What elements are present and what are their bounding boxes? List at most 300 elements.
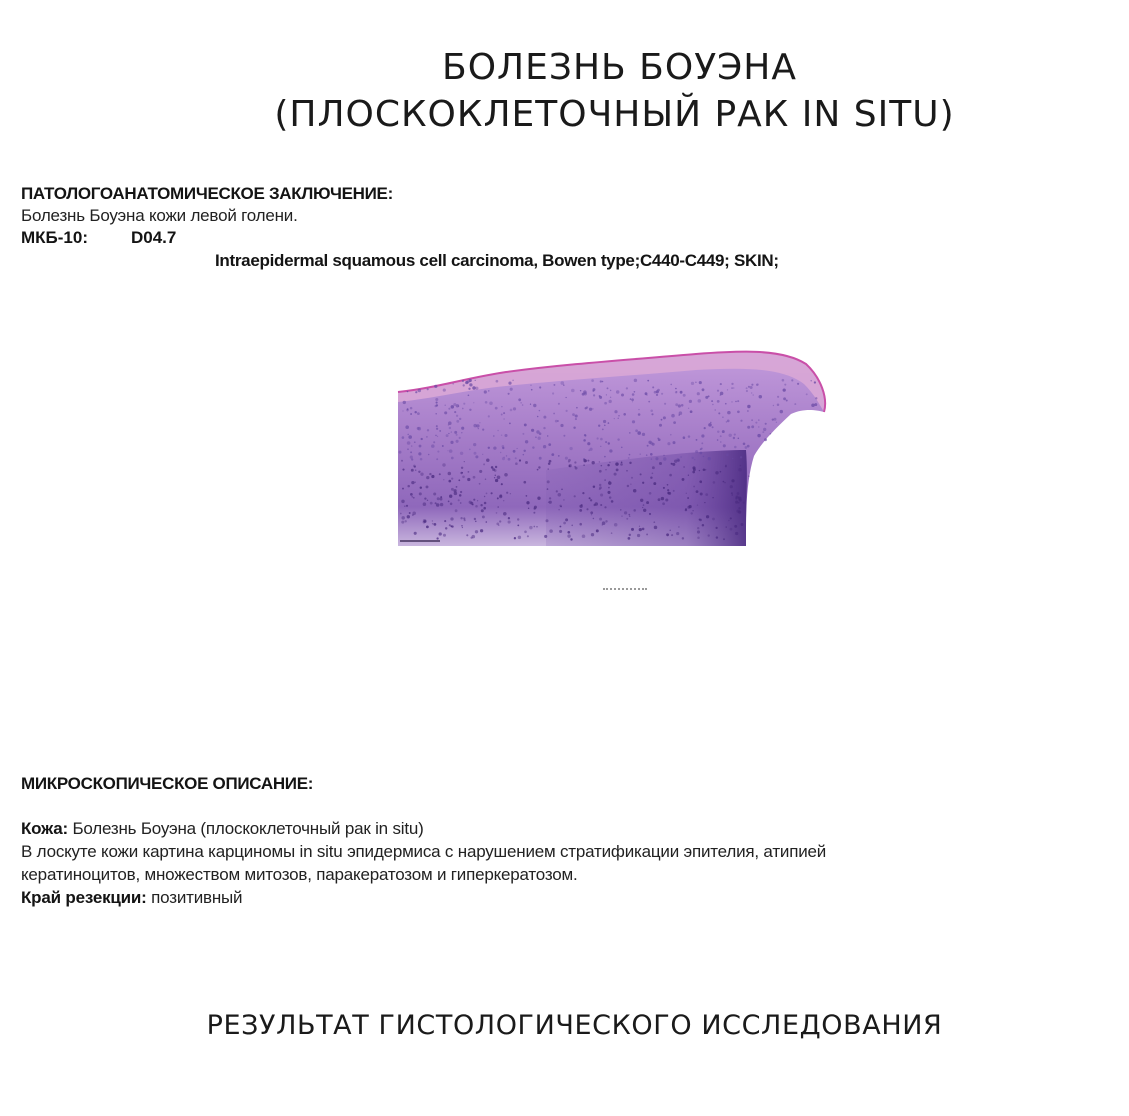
cell-nucleus (600, 504, 602, 506)
cell-nucleus (658, 498, 661, 501)
cell-nucleus (587, 460, 589, 462)
cell-nucleus (713, 481, 716, 484)
cell-nucleus (730, 485, 733, 488)
cell-nucleus (567, 531, 570, 534)
cell-nucleus (491, 492, 493, 494)
cell-nucleus (543, 427, 545, 429)
cell-nucleus (439, 473, 441, 475)
cell-nucleus (436, 425, 438, 427)
cell-nucleus (599, 488, 601, 490)
cell-nucleus (706, 515, 709, 518)
icd-code: D04.7 (131, 228, 177, 247)
cell-nucleus (503, 500, 504, 501)
cell-nucleus (466, 380, 469, 383)
cell-nucleus (596, 529, 599, 532)
cell-nucleus (599, 395, 601, 397)
cell-nucleus (478, 428, 479, 429)
faint-mark (603, 588, 647, 594)
cell-nucleus (410, 493, 413, 496)
cell-nucleus (418, 427, 422, 431)
cell-nucleus (462, 527, 463, 528)
cell-nucleus (527, 535, 529, 537)
cell-nucleus (605, 469, 606, 470)
cell-nucleus (496, 523, 499, 526)
cell-nucleus (480, 504, 482, 506)
cell-nucleus (688, 475, 689, 476)
cell-nucleus (529, 526, 532, 529)
cell-nucleus (614, 473, 617, 476)
cell-nucleus (691, 382, 694, 385)
cell-nucleus (751, 384, 753, 386)
cell-nucleus (508, 393, 510, 395)
cell-nucleus (686, 493, 687, 494)
cell-nucleus (456, 420, 459, 423)
microscopic-description (21, 771, 1111, 909)
cell-nucleus (407, 434, 409, 436)
cell-nucleus (491, 466, 494, 469)
cell-nucleus (440, 498, 443, 501)
cell-nucleus (464, 519, 466, 521)
cell-nucleus (417, 412, 420, 415)
cell-nucleus (506, 492, 508, 494)
cell-nucleus (473, 424, 477, 428)
cell-nucleus (509, 422, 511, 424)
cell-nucleus (426, 476, 429, 479)
cell-nucleus (439, 430, 441, 432)
cell-nucleus (631, 528, 634, 531)
cell-nucleus (407, 485, 410, 488)
cell-nucleus (421, 438, 423, 440)
cell-nucleus (618, 418, 619, 419)
cell-nucleus (411, 458, 413, 460)
cell-nucleus (402, 488, 404, 490)
cell-nucleus (402, 436, 405, 439)
cell-nucleus (431, 475, 434, 478)
cell-nucleus (701, 434, 704, 437)
cell-nucleus (605, 520, 607, 522)
cell-nucleus (621, 394, 624, 397)
cell-nucleus (745, 446, 748, 449)
cell-nucleus (600, 380, 602, 382)
cell-nucleus (522, 433, 524, 435)
cell-nucleus (777, 403, 780, 406)
cell-nucleus (543, 445, 546, 448)
cell-nucleus (712, 497, 714, 499)
cell-nucleus (475, 505, 478, 508)
cell-nucleus (524, 423, 527, 426)
cell-nucleus (710, 422, 711, 423)
cell-nucleus (667, 442, 670, 445)
cell-nucleus (523, 450, 525, 452)
cell-nucleus (593, 388, 596, 391)
cell-nucleus (751, 392, 752, 393)
cell-nucleus (409, 512, 411, 514)
cell-nucleus (493, 446, 496, 449)
cell-nucleus (701, 481, 702, 482)
cell-nucleus (688, 435, 690, 437)
cell-nucleus (607, 387, 609, 389)
cell-nucleus (774, 418, 777, 421)
cell-nucleus (538, 466, 540, 468)
cell-nucleus (567, 534, 570, 537)
cell-nucleus (494, 477, 495, 478)
cell-nucleus (448, 472, 452, 476)
cell-nucleus (488, 415, 490, 417)
cell-nucleus (548, 462, 551, 465)
cell-nucleus (461, 432, 462, 433)
cell-nucleus (654, 526, 658, 530)
cell-nucleus (497, 476, 501, 480)
cell-nucleus (720, 383, 722, 385)
cell-nucleus (460, 502, 462, 504)
cell-nucleus (720, 471, 722, 473)
cell-nucleus (758, 426, 759, 427)
cell-nucleus (640, 473, 642, 475)
cell-nucleus (814, 381, 816, 383)
cell-nucleus (473, 443, 476, 446)
cell-nucleus (764, 438, 767, 441)
cell-nucleus (483, 507, 486, 510)
cell-nucleus (720, 441, 721, 442)
cell-nucleus (733, 387, 734, 388)
cell-nucleus (665, 498, 668, 501)
cell-nucleus (711, 400, 713, 402)
cell-nucleus (737, 400, 739, 402)
cell-nucleus (631, 398, 634, 401)
cell-nucleus (530, 384, 532, 386)
cell-nucleus (678, 404, 681, 407)
cell-nucleus (699, 470, 700, 471)
cell-nucleus (456, 486, 458, 488)
cell-nucleus (523, 481, 526, 484)
cell-nucleus (741, 523, 744, 526)
cell-nucleus (783, 388, 786, 391)
cell-nucleus (692, 466, 695, 469)
cell-nucleus (514, 537, 516, 539)
cell-nucleus (646, 533, 648, 535)
cell-nucleus (691, 457, 693, 459)
cell-nucleus (497, 506, 499, 508)
cell-nucleus (426, 485, 429, 488)
cell-nucleus (632, 401, 633, 402)
cell-nucleus (743, 443, 746, 446)
cell-nucleus (449, 495, 452, 498)
cell-nucleus (473, 402, 474, 403)
cell-nucleus (716, 536, 718, 538)
cell-nucleus (418, 471, 420, 473)
cell-nucleus (561, 381, 565, 385)
cell-nucleus (755, 422, 757, 424)
cell-nucleus (708, 395, 710, 397)
cell-nucleus (697, 392, 700, 395)
cell-nucleus (748, 475, 749, 476)
cell-nucleus (683, 466, 685, 468)
cell-nucleus (614, 523, 618, 527)
cell-nucleus (448, 424, 450, 426)
cell-nucleus (547, 488, 549, 490)
cell-nucleus (615, 462, 618, 465)
cell-nucleus (508, 520, 511, 523)
cell-nucleus (734, 525, 737, 528)
cell-nucleus (437, 497, 440, 500)
cell-nucleus (589, 497, 591, 499)
cell-nucleus (559, 526, 561, 528)
cell-nucleus (708, 423, 712, 427)
cell-nucleus (575, 418, 577, 420)
cell-nucleus (630, 398, 632, 400)
cell-nucleus (500, 452, 501, 453)
cell-nucleus (669, 474, 672, 477)
cell-nucleus (784, 384, 786, 386)
cell-nucleus (604, 506, 606, 508)
cell-nucleus (597, 437, 599, 439)
cell-nucleus (468, 394, 470, 396)
cell-nucleus (587, 442, 590, 445)
cell-nucleus (661, 419, 663, 421)
cell-nucleus (411, 481, 414, 484)
cell-nucleus (434, 523, 437, 526)
cell-nucleus (629, 432, 631, 434)
cell-nucleus (548, 443, 551, 446)
cell-nucleus (493, 435, 495, 437)
cell-nucleus (414, 411, 416, 413)
cell-nucleus (614, 410, 617, 413)
cell-nucleus (583, 464, 585, 466)
cell-nucleus (482, 454, 483, 455)
cell-nucleus (454, 431, 457, 434)
cell-nucleus (497, 497, 499, 499)
cell-nucleus (608, 487, 610, 489)
cell-nucleus (752, 394, 754, 396)
cell-nucleus (516, 448, 517, 449)
cell-nucleus (607, 491, 610, 494)
cell-nucleus (447, 450, 448, 451)
cell-nucleus (553, 384, 555, 386)
cell-nucleus (708, 534, 710, 536)
cell-nucleus (571, 525, 573, 527)
cell-nucleus (573, 426, 575, 428)
cell-nucleus (738, 438, 740, 440)
cell-nucleus (572, 413, 575, 416)
cell-nucleus (477, 500, 478, 501)
cell-nucleus (513, 407, 516, 410)
cell-nucleus (590, 499, 592, 501)
cell-nucleus (599, 484, 601, 486)
cell-nucleus (508, 458, 511, 461)
cell-nucleus (547, 435, 548, 436)
cell-nucleus (582, 393, 585, 396)
cell-nucleus (402, 469, 404, 471)
cell-nucleus (450, 517, 453, 520)
cell-nucleus (499, 520, 501, 522)
cell-nucleus (670, 434, 672, 436)
cell-nucleus (495, 466, 497, 468)
cell-nucleus (448, 501, 450, 503)
cell-nucleus (444, 411, 447, 414)
cell-nucleus (657, 438, 659, 440)
cell-nucleus (583, 439, 586, 442)
cell-nucleus (604, 479, 606, 481)
cell-nucleus (420, 473, 423, 476)
cell-nucleus (772, 418, 774, 420)
cell-nucleus (628, 514, 630, 516)
cell-nucleus (592, 461, 595, 464)
cell-nucleus (623, 413, 626, 416)
cell-nucleus (697, 537, 700, 540)
cell-nucleus (630, 484, 631, 485)
cell-nucleus (412, 514, 414, 516)
cell-nucleus (599, 470, 602, 473)
cell-nucleus (609, 400, 612, 403)
cell-nucleus (407, 515, 410, 518)
cell-nucleus (697, 530, 700, 533)
cell-nucleus (590, 511, 593, 514)
cell-nucleus (773, 405, 774, 406)
cell-nucleus (450, 525, 452, 527)
cell-nucleus (434, 385, 437, 388)
cell-nucleus (699, 519, 702, 522)
cell-nucleus (501, 434, 502, 435)
cell-nucleus (695, 382, 697, 384)
cell-nucleus (510, 388, 513, 391)
cell-nucleus (426, 526, 429, 529)
cell-nucleus (579, 523, 582, 526)
cell-nucleus (444, 520, 446, 522)
cell-nucleus (797, 383, 799, 385)
cell-nucleus (473, 499, 475, 501)
cell-nucleus (697, 527, 699, 529)
cell-nucleus (736, 495, 739, 498)
cell-nucleus (423, 502, 427, 506)
cell-nucleus (435, 435, 437, 437)
cell-nucleus (747, 445, 750, 448)
cell-nucleus (446, 434, 449, 437)
cell-nucleus (591, 533, 594, 536)
cell-nucleus (666, 533, 669, 536)
cell-nucleus (418, 389, 422, 393)
cell-nucleus (765, 423, 767, 425)
cell-nucleus (621, 447, 622, 448)
cell-nucleus (663, 416, 666, 419)
cell-nucleus (600, 438, 603, 441)
cell-nucleus (727, 389, 728, 390)
cell-nucleus (603, 420, 606, 423)
cell-nucleus (499, 495, 502, 498)
cell-nucleus (539, 410, 540, 411)
cell-nucleus (649, 513, 651, 515)
cell-nucleus (618, 415, 619, 416)
cell-nucleus (629, 462, 631, 464)
cell-nucleus (723, 538, 725, 540)
microscopy-body (21, 817, 1111, 909)
cell-nucleus (538, 437, 541, 440)
cell-nucleus (605, 441, 607, 443)
page-title-line-1: БОЛЕЗНЬ БОУЭНА (442, 47, 797, 89)
description-line-1: В лоскуте кожи картина карциномы in situ эпидермиса с нарушением стратификации эпителия, атипией (21, 842, 827, 861)
cell-nucleus (583, 459, 586, 462)
cell-nucleus (474, 518, 476, 520)
cell-nucleus (727, 411, 731, 415)
cell-nucleus (717, 400, 720, 403)
cell-nucleus (544, 535, 547, 538)
cell-nucleus (616, 390, 619, 393)
cell-nucleus (671, 534, 673, 536)
cell-nucleus (639, 528, 642, 531)
cell-nucleus (451, 477, 453, 479)
cell-nucleus (488, 390, 489, 391)
cell-nucleus (723, 481, 725, 483)
cell-nucleus (451, 488, 454, 491)
cell-nucleus (467, 478, 470, 481)
cell-nucleus (517, 524, 519, 526)
cell-nucleus (456, 440, 459, 443)
cell-nucleus (721, 458, 723, 460)
cell-nucleus (687, 497, 689, 499)
cell-nucleus (689, 400, 692, 403)
cell-nucleus (485, 401, 488, 404)
cell-nucleus (674, 460, 677, 463)
cell-nucleus (415, 391, 417, 393)
cell-nucleus (750, 386, 753, 389)
cell-nucleus (757, 434, 760, 437)
cell-nucleus (726, 421, 727, 422)
cell-nucleus (443, 479, 444, 480)
cell-nucleus (515, 462, 518, 465)
cell-nucleus (519, 459, 521, 461)
cell-nucleus (475, 380, 476, 381)
cell-nucleus (736, 509, 739, 512)
cell-nucleus (631, 477, 633, 479)
cell-nucleus (655, 457, 658, 460)
cell-nucleus (746, 390, 748, 392)
cell-nucleus (720, 435, 722, 437)
cell-nucleus (663, 455, 664, 456)
cell-nucleus (496, 512, 498, 514)
cell-nucleus (676, 532, 679, 535)
cell-nucleus (640, 499, 643, 502)
cell-nucleus (606, 394, 607, 395)
cell-nucleus (537, 416, 539, 418)
cell-nucleus (667, 492, 670, 495)
cell-nucleus (462, 472, 463, 473)
cell-nucleus (696, 439, 698, 441)
cell-nucleus (484, 502, 487, 505)
cell-nucleus (671, 463, 673, 465)
cell-nucleus (472, 535, 476, 539)
cell-nucleus (737, 410, 740, 413)
cell-nucleus (420, 458, 423, 461)
cell-nucleus (698, 399, 702, 403)
cell-nucleus (717, 390, 719, 392)
cell-nucleus (432, 520, 433, 521)
cell-nucleus (685, 509, 687, 511)
cell-nucleus (420, 486, 422, 488)
cell-nucleus (559, 530, 562, 533)
cell-nucleus (437, 436, 438, 437)
cell-nucleus (604, 456, 606, 458)
cell-nucleus (616, 468, 619, 471)
cell-nucleus (717, 439, 719, 441)
cell-nucleus (712, 518, 715, 521)
cell-nucleus (479, 470, 482, 473)
cell-nucleus (592, 408, 593, 409)
cell-nucleus (548, 502, 549, 503)
cell-nucleus (549, 529, 553, 533)
cell-nucleus (414, 441, 416, 443)
cell-nucleus (738, 507, 740, 509)
cell-nucleus (651, 413, 653, 415)
cell-nucleus (549, 497, 551, 499)
